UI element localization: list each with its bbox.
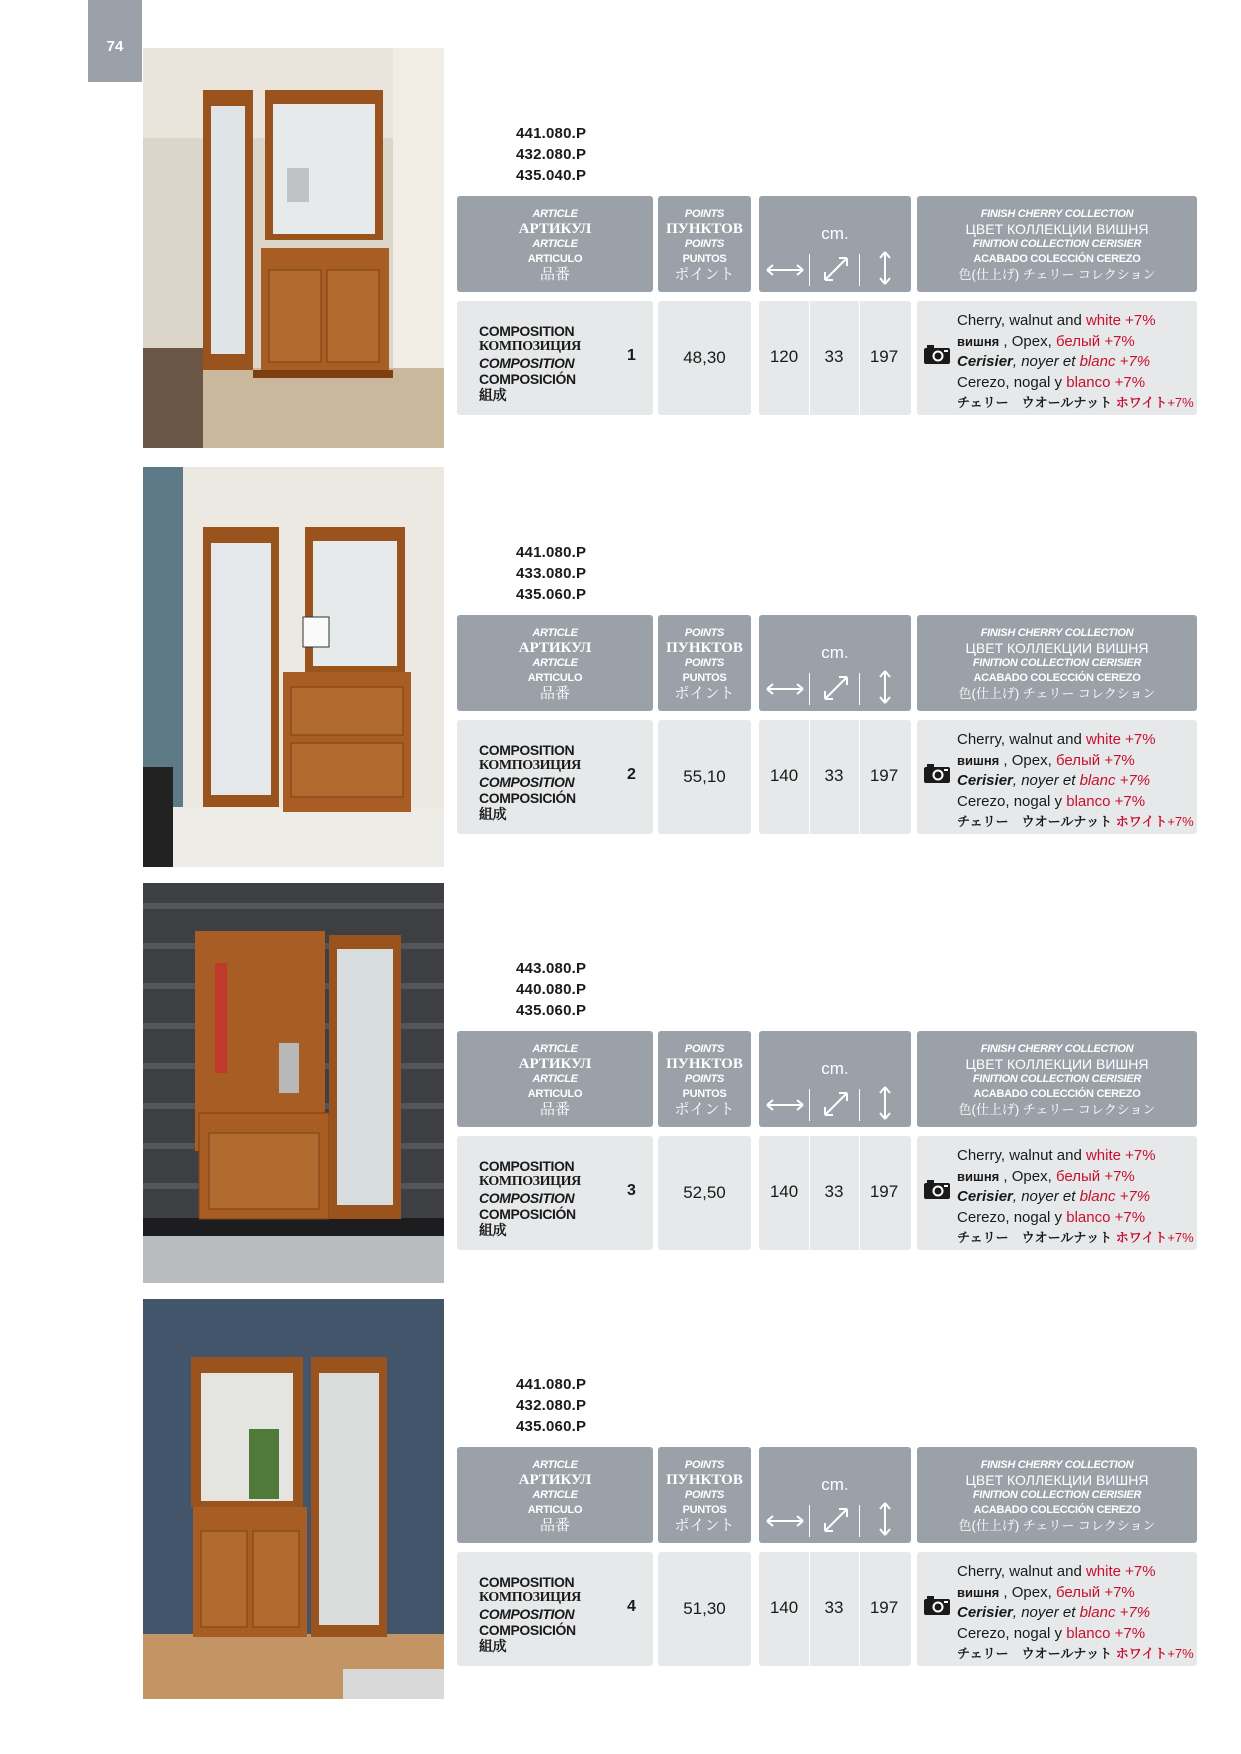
dimensions-cell — [759, 720, 911, 834]
composition-number: 3 — [627, 1182, 636, 1199]
finish-lines — [957, 730, 1194, 833]
header-finish-jp: 色(仕上げ) チェリー コレクション — [958, 1517, 1156, 1533]
finish-line-es: Cerezo, nogal y blanco +7% — [957, 1208, 1146, 1226]
header-finish-ru: ЦВЕТ КОЛЛЕКЦИИ ВИШНЯ — [965, 1055, 1149, 1072]
finish-line-es: Cerezo, nogal y blanco +7% — [957, 1624, 1146, 1642]
finish-line-fr: Cerisier, noyer et blanc +7% — [957, 353, 1151, 370]
finish-lines — [957, 1146, 1194, 1249]
header-points-jp: ポイント — [674, 265, 735, 283]
article-code: 441.080.P — [516, 544, 587, 561]
header-article-en: ARTICLE — [532, 207, 578, 220]
header-article-fr: ARTICLE — [532, 237, 578, 250]
height-arrow-icon — [877, 669, 893, 705]
finish-cell — [917, 1552, 1197, 1666]
header-points-es: PUNTOS — [682, 1503, 727, 1516]
finish-line-fr: Cerisier, noyer et blanc +7% — [957, 772, 1151, 789]
dimension-icons — [759, 669, 911, 705]
dims-unit: cm. — [821, 1059, 849, 1078]
composition-label-es: COMPOSICIÓN — [479, 1206, 576, 1222]
finish-line-en: Cherry, walnut and white +7% — [957, 312, 1156, 329]
finish-lines — [957, 1562, 1194, 1665]
finish-line-en: Cherry, walnut and white +7% — [957, 731, 1156, 748]
finish-header — [917, 196, 1197, 292]
dimension-icons — [759, 1085, 911, 1121]
product-photo — [143, 1299, 444, 1699]
header-article-fr: ARTICLE — [532, 1072, 578, 1085]
header-points-en: POINTS — [684, 1042, 725, 1055]
composition-label-en: COMPOSITION — [479, 742, 575, 758]
article-header — [457, 196, 653, 292]
header-points-en: POINTS — [684, 626, 725, 639]
article-code: 441.080.P — [516, 125, 587, 142]
composition-label-jp: 組成 — [479, 1638, 507, 1654]
header-article-en: ARTICLE — [532, 626, 578, 639]
finish-cell — [917, 301, 1197, 415]
width-arrow-icon — [765, 1513, 805, 1529]
depth-arrow-icon — [821, 1089, 851, 1119]
width-arrow-icon — [765, 1097, 805, 1113]
composition-number: 1 — [627, 347, 636, 364]
finish-line-fr: Cerisier, noyer et blanc +7% — [957, 1604, 1151, 1621]
finish-line-jp: チェリー ウオールナット ホワイト+7% — [957, 1646, 1194, 1661]
article-code: 435.060.P — [516, 586, 587, 603]
finish-header — [917, 615, 1197, 711]
dimensions-cell — [759, 1552, 911, 1666]
header-article-en: ARTICLE — [532, 1458, 578, 1471]
camera-icon-wrap — [923, 762, 951, 789]
camera-icon — [923, 762, 951, 784]
header-finish-ru: ЦВЕТ КОЛЛЕКЦИИ ВИШНЯ — [965, 639, 1149, 656]
header-finish-jp: 色(仕上げ) チェリー コレクション — [958, 685, 1156, 701]
header-finish-ru: ЦВЕТ КОЛЛЕКЦИИ ВИШНЯ — [965, 1471, 1149, 1488]
depth-arrow-icon — [821, 1505, 851, 1535]
points-cell — [658, 301, 751, 415]
article-cell — [457, 1552, 653, 1666]
width-value: 120 — [769, 347, 799, 366]
depth-value: 33 — [824, 1598, 844, 1617]
dimensions-header — [759, 196, 911, 292]
header-article-es: ARTICULO — [527, 671, 583, 684]
header-finish-ru: ЦВЕТ КОЛЛЕКЦИИ ВИШНЯ — [965, 220, 1149, 237]
article-header — [457, 1447, 653, 1543]
finish-line-ru: вишня , Opex, белый +7% — [957, 751, 1135, 769]
header-article-ru: АРТИКУЛ — [518, 639, 592, 656]
header-points-fr: POINTS — [684, 1488, 725, 1501]
header-finish-jp: 色(仕上げ) チェリー コレクション — [958, 1101, 1156, 1117]
composition-label-en: COMPOSITION — [479, 323, 575, 339]
article-cell — [457, 1136, 653, 1250]
dims-unit: cm. — [821, 224, 849, 243]
finish-cell — [917, 720, 1197, 834]
points-header — [658, 196, 751, 292]
dims-unit: cm. — [821, 643, 849, 662]
header-article-ru: АРТИКУЛ — [518, 1055, 592, 1072]
height-value: 197 — [869, 1598, 899, 1617]
header-article-ru: АРТИКУЛ — [518, 220, 592, 237]
article-code: 440.080.P — [516, 981, 587, 998]
header-finish-en: FINISH CHERRY COLLECTION — [980, 1042, 1134, 1055]
article-codes — [516, 123, 586, 186]
composition-block — [0, 48, 1241, 448]
points-value: 48,30 — [683, 348, 726, 367]
composition-labels — [479, 323, 581, 403]
points-header — [658, 615, 751, 711]
article-code: 435.060.P — [516, 1418, 587, 1435]
header-article-es: ARTICULO — [527, 1087, 583, 1100]
height-value: 197 — [869, 766, 899, 785]
finish-line-en: Cherry, walnut and white +7% — [957, 1147, 1156, 1164]
camera-icon — [923, 343, 951, 365]
dimension-icons — [759, 250, 911, 286]
article-cell — [457, 720, 653, 834]
finish-line-ru: вишня , Opex, белый +7% — [957, 1583, 1135, 1601]
camera-icon-wrap — [923, 1594, 951, 1621]
header-finish-fr: FINITION COLLECTION CERISIER — [972, 1072, 1142, 1085]
article-header — [457, 1031, 653, 1127]
composition-label-jp: 組成 — [479, 387, 507, 403]
depth-value: 33 — [824, 1182, 844, 1201]
depth-arrow-icon — [821, 673, 851, 703]
height-value: 197 — [869, 347, 899, 366]
article-code: 432.080.P — [516, 146, 587, 163]
points-value: 51,30 — [683, 1599, 726, 1618]
article-code: 435.060.P — [516, 1002, 587, 1019]
height-arrow-icon — [877, 250, 893, 286]
product-photo — [143, 48, 444, 448]
points-value: 52,50 — [683, 1183, 726, 1202]
dimension-icons — [759, 1501, 911, 1537]
composition-block — [0, 467, 1241, 867]
article-code: 443.080.P — [516, 960, 587, 977]
finish-line-jp: チェリー ウオールナット ホワイト+7% — [957, 814, 1194, 829]
composition-label-fr: COMPOSITION — [479, 1606, 575, 1622]
header-points-ru: ПУНКТОВ — [666, 1471, 743, 1488]
height-arrow-icon — [877, 1501, 893, 1537]
header-article-es: ARTICULO — [527, 1503, 583, 1516]
composition-label-es: COMPOSICIÓN — [479, 371, 576, 387]
header-points-es: PUNTOS — [682, 671, 727, 684]
header-finish-en: FINISH CHERRY COLLECTION — [980, 1458, 1134, 1471]
finish-cell — [917, 1136, 1197, 1250]
header-finish-es: ACABADO COLECCIÓN CEREZO — [973, 1503, 1141, 1516]
header-points-fr: POINTS — [684, 1072, 725, 1085]
composition-block — [0, 1299, 1241, 1699]
finish-line-en: Cherry, walnut and white +7% — [957, 1563, 1156, 1580]
header-finish-en: FINISH CHERRY COLLECTION — [980, 207, 1134, 220]
height-value: 197 — [869, 1182, 899, 1201]
camera-icon-wrap — [923, 1178, 951, 1205]
article-codes — [516, 542, 586, 605]
finish-line-fr: Cerisier, noyer et blanc +7% — [957, 1188, 1151, 1205]
article-header — [457, 615, 653, 711]
finish-line-ru: вишня , Opex, белый +7% — [957, 1167, 1135, 1185]
header-points-jp: ポイント — [674, 1100, 735, 1118]
page-number: 74 — [106, 38, 124, 55]
composition-label-fr: COMPOSITION — [479, 355, 575, 371]
header-points-jp: ポイント — [674, 1516, 735, 1534]
composition-labels — [479, 742, 581, 822]
article-code: 435.040.P — [516, 167, 587, 184]
dimensions-header — [759, 615, 911, 711]
dimensions-header — [759, 1447, 911, 1543]
finish-line-jp: チェリー ウオールナット ホワイト+7% — [957, 1230, 1194, 1245]
header-finish-es: ACABADO COLECCIÓN CEREZO — [973, 1087, 1141, 1100]
finish-line-es: Cerezo, nogal y blanco +7% — [957, 373, 1146, 391]
header-finish-es: ACABADO COLECCIÓN CEREZO — [973, 671, 1141, 684]
points-header — [658, 1447, 751, 1543]
composition-label-fr: COMPOSITION — [479, 774, 575, 790]
depth-arrow-icon — [821, 254, 851, 284]
dimensions-cell — [759, 301, 911, 415]
header-finish-fr: FINITION COLLECTION CERISIER — [972, 1488, 1142, 1501]
composition-label-jp: 組成 — [479, 1222, 507, 1238]
finish-line-es: Cerezo, nogal y blanco +7% — [957, 792, 1146, 810]
header-points-fr: POINTS — [684, 237, 725, 250]
header-points-jp: ポイント — [674, 684, 735, 702]
article-code: 432.080.P — [516, 1397, 587, 1414]
points-value: 55,10 — [683, 767, 726, 786]
height-arrow-icon — [877, 1085, 893, 1121]
composition-labels — [479, 1574, 581, 1654]
composition-label-es: COMPOSICIÓN — [479, 790, 576, 806]
composition-label-en: COMPOSITION — [479, 1158, 575, 1174]
finish-lines — [957, 311, 1194, 414]
article-code: 441.080.P — [516, 1376, 587, 1393]
composition-labels — [479, 1158, 581, 1238]
depth-value: 33 — [824, 766, 844, 785]
header-article-en: ARTICLE — [532, 1042, 578, 1055]
camera-icon — [923, 1594, 951, 1616]
composition-label-ru: КОМПОЗИЦИЯ — [479, 1590, 581, 1605]
header-points-en: POINTS — [684, 207, 725, 220]
header-points-ru: ПУНКТОВ — [666, 639, 743, 656]
composition-block — [0, 883, 1241, 1283]
product-photo — [143, 883, 444, 1283]
points-header — [658, 1031, 751, 1127]
article-code: 433.080.P — [516, 565, 587, 582]
article-cell — [457, 301, 653, 415]
header-finish-en: FINISH CHERRY COLLECTION — [980, 626, 1134, 639]
header-finish-es: ACABADO COLECCIÓN CEREZO — [973, 252, 1141, 265]
composition-label-ru: КОМПОЗИЦИЯ — [479, 339, 581, 354]
composition-label-fr: COMPOSITION — [479, 1190, 575, 1206]
composition-label-ru: КОМПОЗИЦИЯ — [479, 1174, 581, 1189]
composition-label-ru: КОМПОЗИЦИЯ — [479, 758, 581, 773]
article-codes — [516, 958, 586, 1021]
composition-label-en: COMPOSITION — [479, 1574, 575, 1590]
header-points-ru: ПУНКТОВ — [666, 1055, 743, 1072]
header-finish-fr: FINITION COLLECTION CERISIER — [972, 237, 1142, 250]
header-points-en: POINTS — [684, 1458, 725, 1471]
dimensions-header — [759, 1031, 911, 1127]
header-finish-jp: 色(仕上げ) チェリー コレクション — [958, 266, 1156, 282]
composition-label-jp: 組成 — [479, 806, 507, 822]
composition-number: 4 — [627, 1598, 636, 1615]
finish-header — [917, 1031, 1197, 1127]
points-cell — [658, 1552, 751, 1666]
camera-icon — [923, 1178, 951, 1200]
header-article-jp: 品番 — [539, 265, 570, 283]
points-cell — [658, 720, 751, 834]
dimensions-cell — [759, 1136, 911, 1250]
header-points-es: PUNTOS — [682, 252, 727, 265]
product-photo — [143, 467, 444, 867]
header-article-jp: 品番 — [539, 684, 570, 702]
width-value: 140 — [769, 766, 799, 785]
finish-line-jp: チェリー ウオールナット ホワイト+7% — [957, 395, 1194, 410]
width-arrow-icon — [765, 681, 805, 697]
header-article-es: ARTICULO — [527, 252, 583, 265]
article-codes — [516, 1374, 586, 1437]
width-arrow-icon — [765, 262, 805, 278]
composition-label-es: COMPOSICIÓN — [479, 1622, 576, 1638]
header-article-fr: ARTICLE — [532, 1488, 578, 1501]
finish-line-ru: вишня , Opex, белый +7% — [957, 332, 1135, 350]
finish-header — [917, 1447, 1197, 1543]
points-cell — [658, 1136, 751, 1250]
header-points-es: PUNTOS — [682, 1087, 727, 1100]
depth-value: 33 — [824, 347, 844, 366]
camera-icon-wrap — [923, 343, 951, 370]
header-article-ru: АРТИКУЛ — [518, 1471, 592, 1488]
header-points-ru: ПУНКТОВ — [666, 220, 743, 237]
header-points-fr: POINTS — [684, 656, 725, 669]
header-article-jp: 品番 — [539, 1516, 570, 1534]
width-value: 140 — [769, 1598, 799, 1617]
header-article-fr: ARTICLE — [532, 656, 578, 669]
width-value: 140 — [769, 1182, 799, 1201]
dims-unit: cm. — [821, 1475, 849, 1494]
composition-number: 2 — [627, 766, 636, 783]
header-finish-fr: FINITION COLLECTION CERISIER — [972, 656, 1142, 669]
header-article-jp: 品番 — [539, 1100, 570, 1118]
